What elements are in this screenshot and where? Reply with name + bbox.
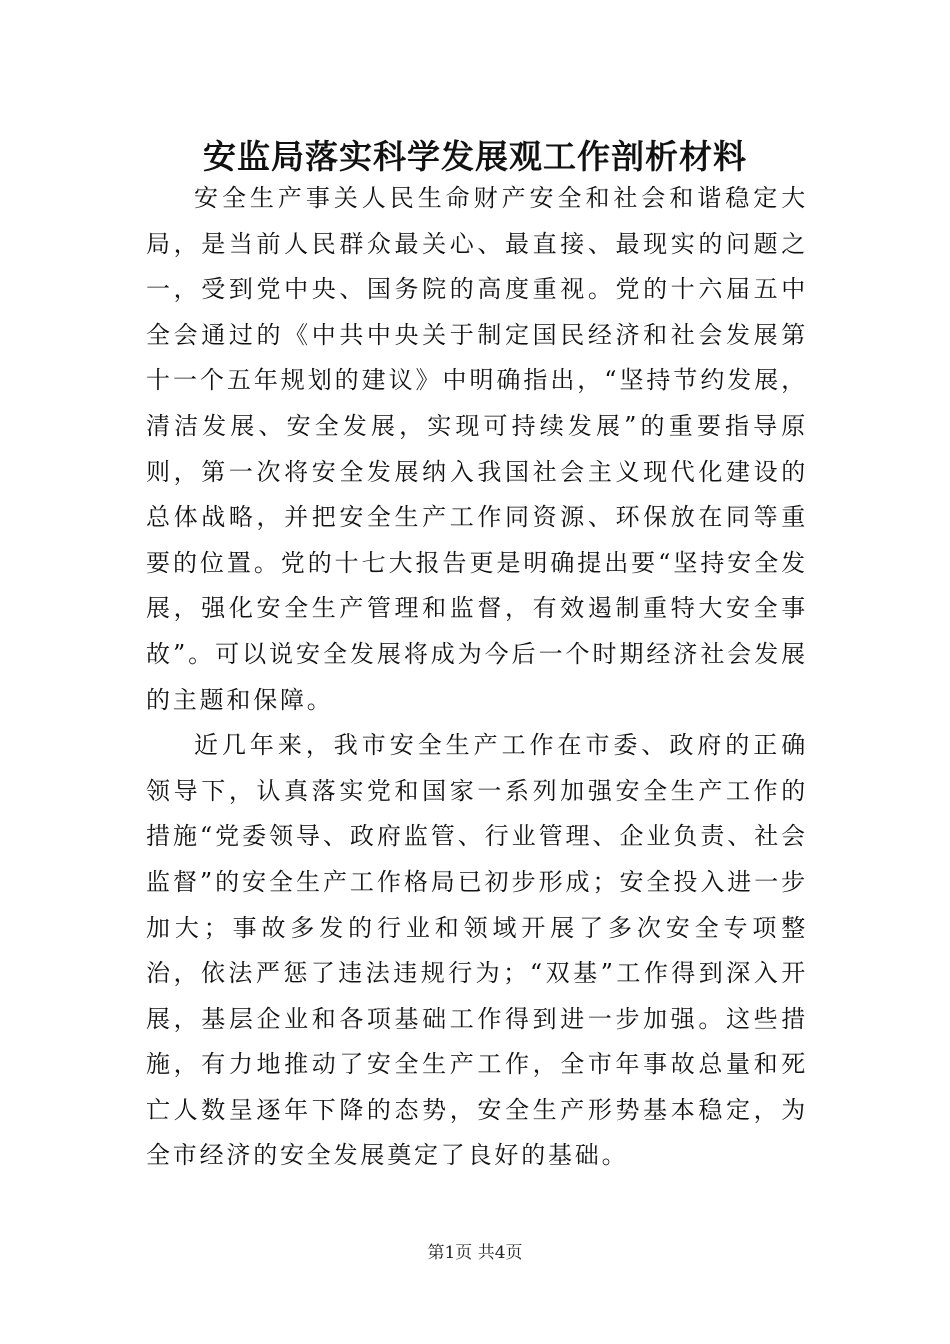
paragraph-2: 近几年来，我市安全生产工作在市委、政府的正确领导下，认真落实党和国家一系列加强安全生产工作的措施“党委领导、政府监管、行业管理、企业负责、社会监督”的安全生产工作格局已初步形成；安全投入进一步加大；事故多发的行业和领域开展了多次安全专项整治，依法严惩了违法违规行为；“双基”工作得到深入开展，基层企业和各项基础工作得到进一步加强。这些措施，有力地推动了安全生产工作，全市年事故总量和死亡人数呈逐年下降的态势，安全生产形势基本稳定，为全市经济的安全发展奠定了良好的基础。 — [146, 731, 808, 1170]
paragraph-1: 安全生产事关人民生命财产安全和社会和谐稳定大局，是当前人民群众最关心、最直接、最现实的问题之一，受到党中央、国务院的高度重视。党的十六届五中全会通过的《中共中央关于制定国民经济和社会发展第十一个五年规划的建议》中明确指出，“坚持节约发展，清洁发展、安全发展，实现可持续发展”的重要指导原则，第一次将安全发展纳入我国社会主义现代化建设的总体战略，并把安全生产工作同资源、环保放在同等重要的位置。党的十七大报告更是明确提出要“坚持安全发展，强化安全生产管理和监督，有效遏制重特大安全事故”。可以说安全发展将成为今后一个时期经济社会发展的主题和保障。 — [146, 184, 808, 714]
document-body — [146, 176, 808, 1179]
document-title: 安监局落实科学发展观工作剖析材料 — [203, 137, 747, 176]
page-footer: 第1页 共4页 — [427, 1243, 523, 1263]
